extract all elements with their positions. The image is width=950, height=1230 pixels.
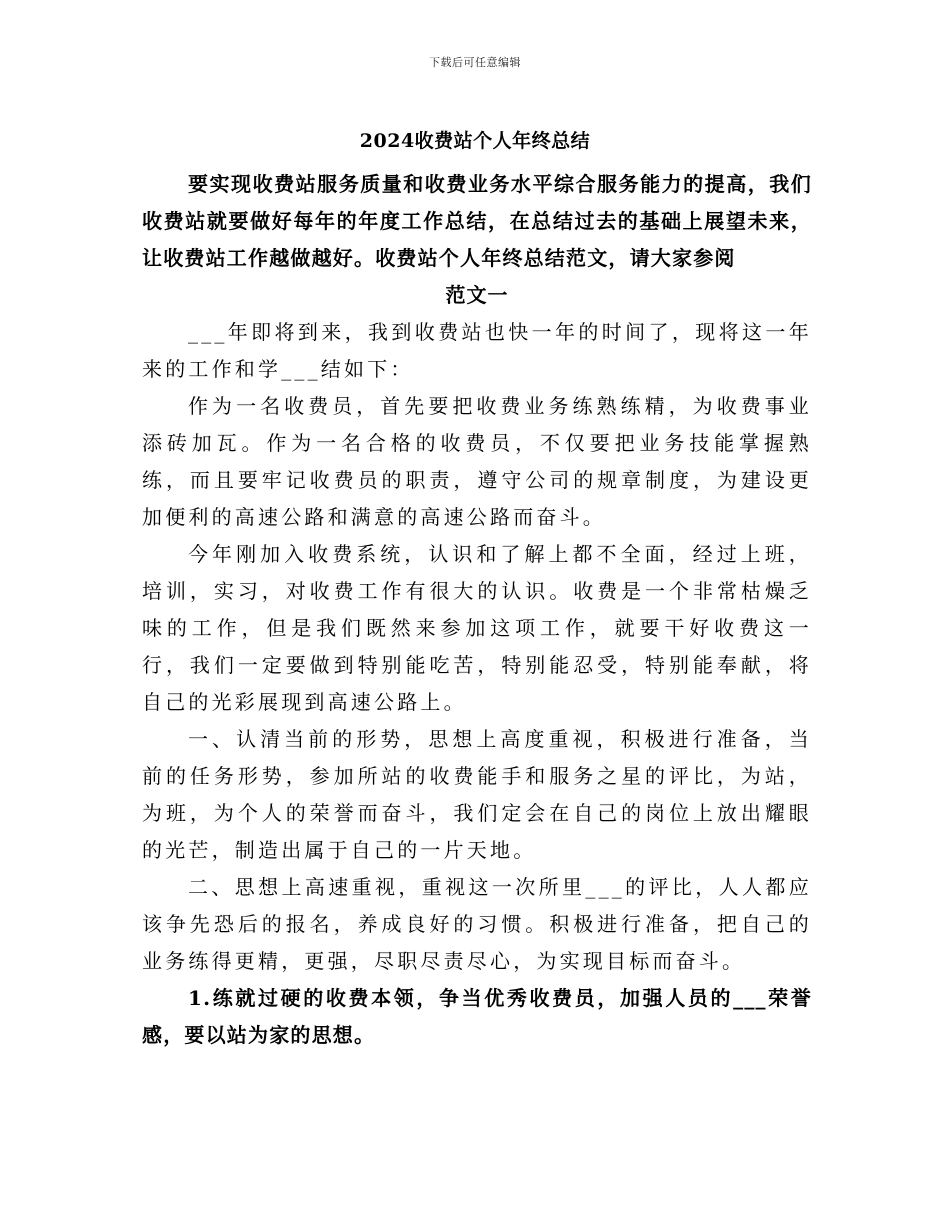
section-subtitle: 范文一 (445, 283, 509, 307)
paragraph-2: 作为一名收费员，首先要把收费业务练熟练精，为收费事业添砖加瓦。作为一名合格的收费员，不仅要把业务技能掌握熟练，而且要牢记收费员的职责，遵守公司的规章制度，为建设更加便利的高速公路和满意的高速公路而奋斗。 (142, 394, 812, 529)
paragraph-1: ___年即将到来，我到收费站也快一年的时间了，现将这一年来的工作和学___结如下： (142, 320, 812, 381)
paragraph-5: 二、思想上高速重视，重视这一次所里___的评比，人人都应该争先恐后的报名，养成良好的习惯。积极进行准备，把自己的业务练得更精，更强，尽职尽责尽心，为实现目标而奋斗。 (142, 875, 812, 973)
document-body (142, 166, 812, 1054)
paragraph-3: 今年刚加入收费系统，认识和了解上都不全面，经过上班，培训，实习，对收费工作有很大的认识。收费是一个非常枯燥乏味的工作，但是我们既然来参加这项工作，就要干好收费这一行，我们一定要做到特别能吃苦，特别能忍受，特别能奉献，将自己的光彩展现到高速公路上。 (142, 542, 812, 714)
paragraph-4: 一、认清当前的形势，思想上高度重视，积极进行准备，当前的任务形势，参加所站的收费能手和服务之星的评比，为站，为班，为个人的荣誉而奋斗，我们定会在自己的岗位上放出耀眼的光芒，制造出属于自己的一片天地。 (142, 727, 812, 862)
paragraph-6: 1.练就过硬的收费本领，争当优秀收费员，加强人员的___荣誉感，要以站为家的思想。 (142, 986, 812, 1047)
document-title: 2024收费站个人年终总结 (359, 130, 591, 152)
header-note: 下载后可任意编辑 (429, 56, 521, 69)
intro-paragraph: 要实现收费站服务质量和收费业务水平综合服务能力的提高，我们收费站就要做好每年的年度工作总结，在总结过去的基础上展望未来，让收费站工作越做越好。收费站个人年终总结范文，请大家参阅 (142, 172, 812, 270)
